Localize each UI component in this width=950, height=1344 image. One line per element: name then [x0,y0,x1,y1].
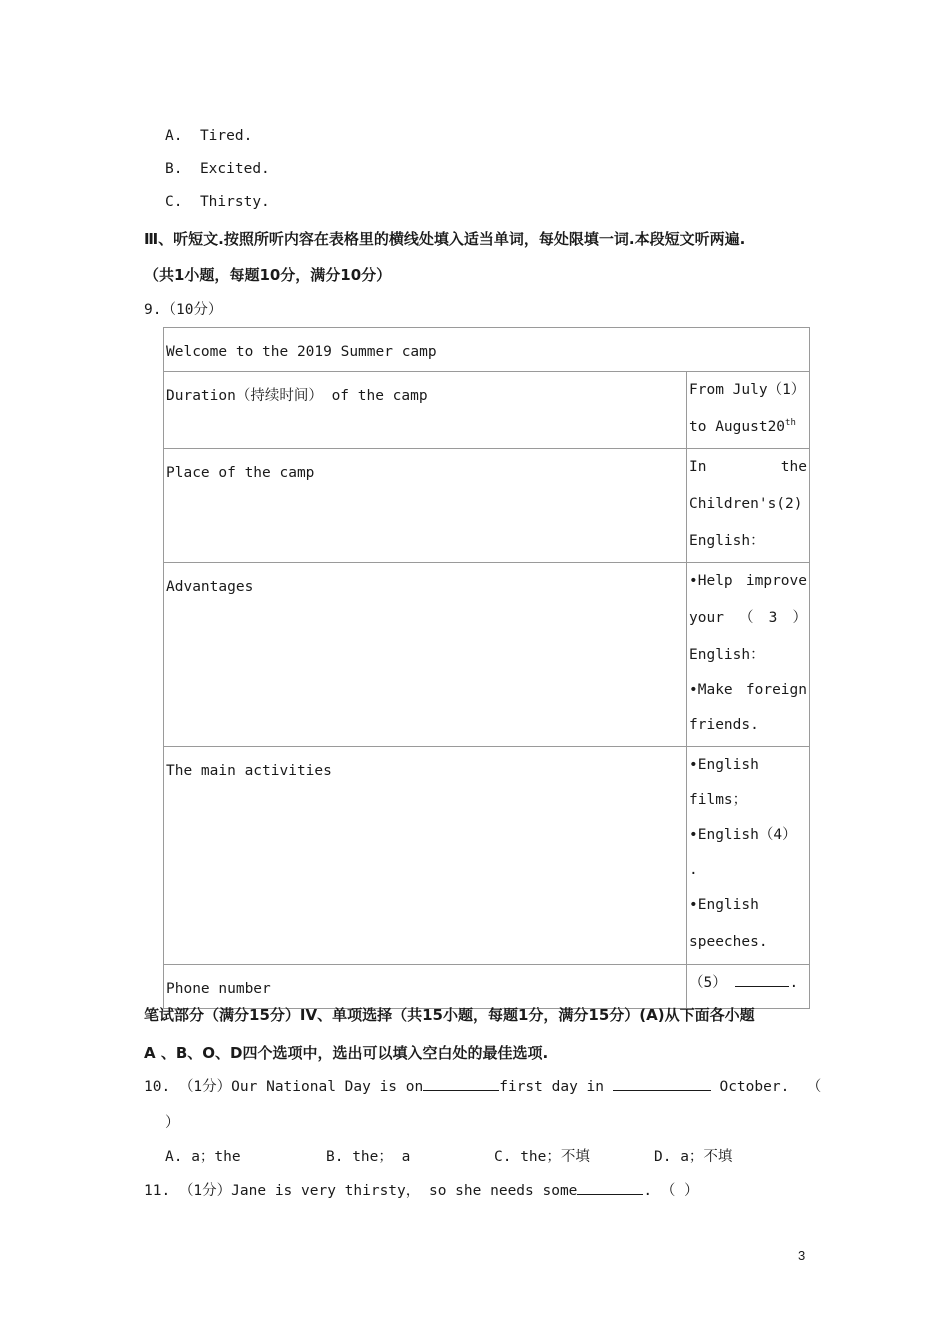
section3-heading: Ⅲ、听短文.按照所听内容在表格里的横线处填入适当单词，每处限填一词.本段短文听两遍. [144,230,746,248]
table-row-label: Advantages [164,563,687,747]
section3-subheading: （共1小题，每题10分，满分10分） [144,266,392,284]
option-a: A. Tired. [165,128,253,144]
table-row-label: Phone number [164,965,687,1009]
table-row-label: Place of the camp [164,449,687,563]
question-10-option-d: D. a；不填 [654,1149,733,1165]
table-row-value: （5） . [687,965,810,1009]
table-row-label: The main activities [164,747,687,965]
table-row-value: •English films； •English（4） . •English speeches. [687,747,810,965]
option-c: C. Thirsty. [165,194,270,210]
question-9-header: 9.（10分） [144,302,223,318]
table-row-value: From July（1） to August20th [687,372,810,449]
page-number: 3 [798,1248,806,1263]
written-section-instruction: A 、B、O、D四个选项中，选出可以填入空白处的最佳选项. [144,1044,549,1062]
written-section-heading: 笔试部分（满分15分）IV、单项选择（共15小题，每题1分，满分15分）(A)从下面各小题 [144,1006,755,1024]
table-title: Welcome to the 2019 Summer camp [164,328,810,372]
question-10-option-a: A. a；the [165,1149,241,1165]
table-row-value: •Help improve your （ 3 ） English： •Make foreign friends. [687,563,810,747]
table-row-label: Duration（持续时间） of the camp [164,372,687,449]
question-10-option-c: C. the；不填 [494,1149,590,1165]
question-10-paren-close: ） [165,1115,180,1131]
table-row-value: In the Children's(2) English： [687,449,810,563]
question-10: 10. （1分）Our National Day is on first day in October. （ [144,1079,822,1095]
summer-camp-table [163,327,810,1009]
question-11: 11. （1分）Jane is very thirsty， so she needs some . （ ） [144,1183,699,1199]
option-b: B. Excited. [165,161,270,177]
question-10-option-b: B. the； a [326,1149,411,1165]
